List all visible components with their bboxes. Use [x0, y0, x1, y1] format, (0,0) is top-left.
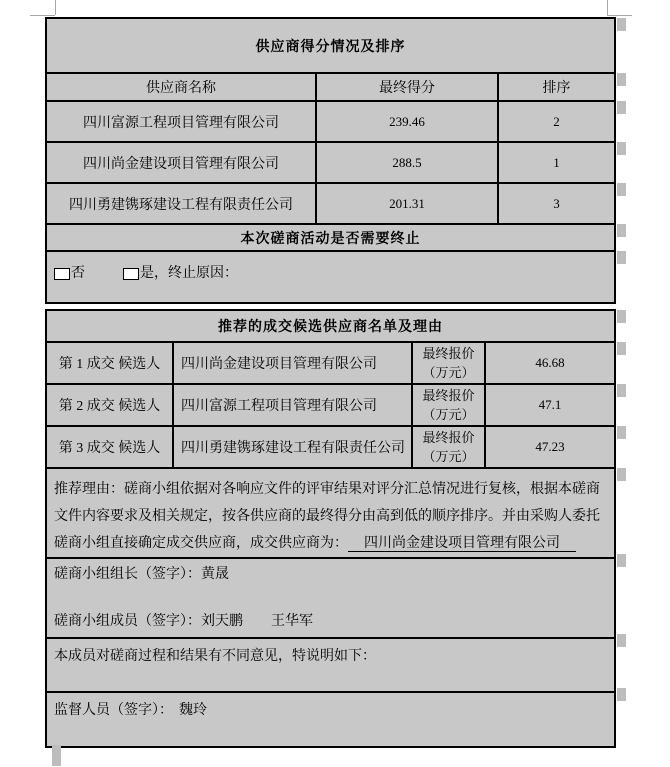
- table-row: [46, 183, 615, 224]
- final-offer-label: [412, 426, 485, 468]
- supplier-score-table: [45, 17, 616, 304]
- row-end-marker: [617, 224, 626, 237]
- table-row: [46, 101, 615, 142]
- row-end-marker: [617, 554, 626, 567]
- row-end-marker: [617, 73, 626, 86]
- table-row: [46, 342, 615, 384]
- candidate-name: 四川尚金建设项目管理有限公司: [173, 342, 412, 384]
- row-end-marker: [617, 183, 626, 196]
- margin-crop-mark-right: [607, 0, 608, 15]
- supervisor-signature-row: [46, 692, 615, 747]
- checkbox-yes-icon[interactable]: [123, 268, 139, 280]
- panel-leader-signature: [54, 565, 607, 585]
- rank-value: 1: [498, 142, 615, 183]
- recommendation-reason-text: 推荐理由：磋商小组依据对各响应文件的评审结果对评分汇总情况进行复核，根据本磋商文件内容要求及相关规定，按各供应商的最终得分由高到低的顺序排序。并由采购人委托磋商小组直接确定成交供应商，成交供应商为：: [54, 482, 600, 551]
- final-offer-value: 47.23: [485, 426, 615, 468]
- margin-crop-mark-left: [55, 0, 56, 15]
- row-end-marker: [617, 342, 626, 355]
- row-end-marker: [617, 310, 626, 323]
- panel-member-name: 刘天鹏: [201, 614, 243, 629]
- table-row: [46, 384, 615, 426]
- candidate-name: 四川富源工程项目管理有限公司: [173, 384, 412, 426]
- final-offer-label: [412, 384, 485, 426]
- candidate-table-title: 推荐的成交候选供应商名单及理由: [46, 310, 615, 342]
- supplier-name: 四川尚金建设项目管理有限公司: [46, 142, 316, 183]
- final-offer-label-line2: （万元）: [422, 365, 475, 380]
- panel-leader-name: 黄晟: [201, 567, 229, 582]
- row-end-marker: [617, 101, 626, 114]
- supervisor-name: 魏玲: [179, 703, 207, 718]
- dissent-note-text: 本成员对磋商过程和结果有不同意见，特说明如下：: [54, 649, 376, 664]
- termination-option-yes-label: 是，终止原因：: [140, 266, 238, 281]
- final-offer-label-line1: 最终报价: [422, 346, 475, 361]
- supplier-name: 四川富源工程项目管理有限公司: [46, 101, 316, 142]
- column-header-final-score: 最终得分: [316, 73, 498, 101]
- column-header-rank: 排序: [498, 73, 615, 101]
- row-end-marker: [617, 251, 626, 264]
- termination-option-no-label: 否: [71, 266, 85, 281]
- row-end-marker: [617, 142, 626, 155]
- termination-section-title: 本次磋商活动是否需要终止: [46, 224, 615, 251]
- paragraph-mark: [52, 745, 61, 766]
- panel-members-label: 磋商小组成员（签字）：: [54, 614, 201, 629]
- supplier-name: 四川勇建镌琢建设工程有限责任公司: [46, 183, 316, 224]
- final-offer-label-line2: （万元）: [422, 407, 475, 422]
- row-end-marker: [617, 384, 626, 397]
- final-offer-value: 46.68: [485, 342, 615, 384]
- row-end-marker: [617, 634, 626, 647]
- final-offer-value: 47.1: [485, 384, 615, 426]
- final-score: 239.46: [316, 101, 498, 142]
- margin-crop-mark-left-h: [30, 15, 55, 16]
- recommendation-reason: [46, 468, 615, 558]
- supervisor-label: 监督人员（签字）：: [54, 703, 173, 718]
- rank-value: 3: [498, 183, 615, 224]
- termination-options-row: [46, 251, 615, 303]
- panel-member-name: 王华军: [271, 614, 313, 629]
- column-header-supplier-name: 供应商名称: [46, 73, 316, 101]
- checkbox-no-icon[interactable]: [54, 268, 70, 280]
- row-end-marker: [617, 18, 626, 31]
- score-table-title: 供应商得分情况及排序: [46, 18, 615, 73]
- rank-value: 2: [498, 101, 615, 142]
- final-offer-label-line1: 最终报价: [422, 430, 475, 445]
- candidate-table: [45, 309, 616, 748]
- final-offer-label-line1: 最终报价: [422, 388, 475, 403]
- dissent-note-row: [46, 638, 615, 692]
- table-row: [46, 426, 615, 468]
- row-end-marker: [617, 426, 626, 439]
- awarded-supplier-name: 四川尚金建设项目管理有限公司: [348, 536, 576, 552]
- panel-members-signature: [54, 612, 607, 632]
- final-score: 288.5: [316, 142, 498, 183]
- margin-crop-mark-right-h: [607, 15, 632, 16]
- table-row: [46, 142, 615, 183]
- candidate-rank-label: 第 1 成交 候选人: [46, 342, 173, 384]
- panel-leader-label: 磋商小组组长（签字）：: [54, 567, 201, 582]
- candidate-name: 四川勇建镌琢建设工程有限责任公司: [173, 426, 412, 468]
- final-offer-label: [412, 342, 485, 384]
- final-offer-label-line2: （万元）: [422, 449, 475, 464]
- candidate-rank-label: 第 2 成交 候选人: [46, 384, 173, 426]
- row-end-marker: [617, 688, 626, 701]
- row-end-marker: [617, 468, 626, 481]
- candidate-rank-label: 第 3 成交 候选人: [46, 426, 173, 468]
- final-score: 201.31: [316, 183, 498, 224]
- panel-signatures: [46, 558, 615, 638]
